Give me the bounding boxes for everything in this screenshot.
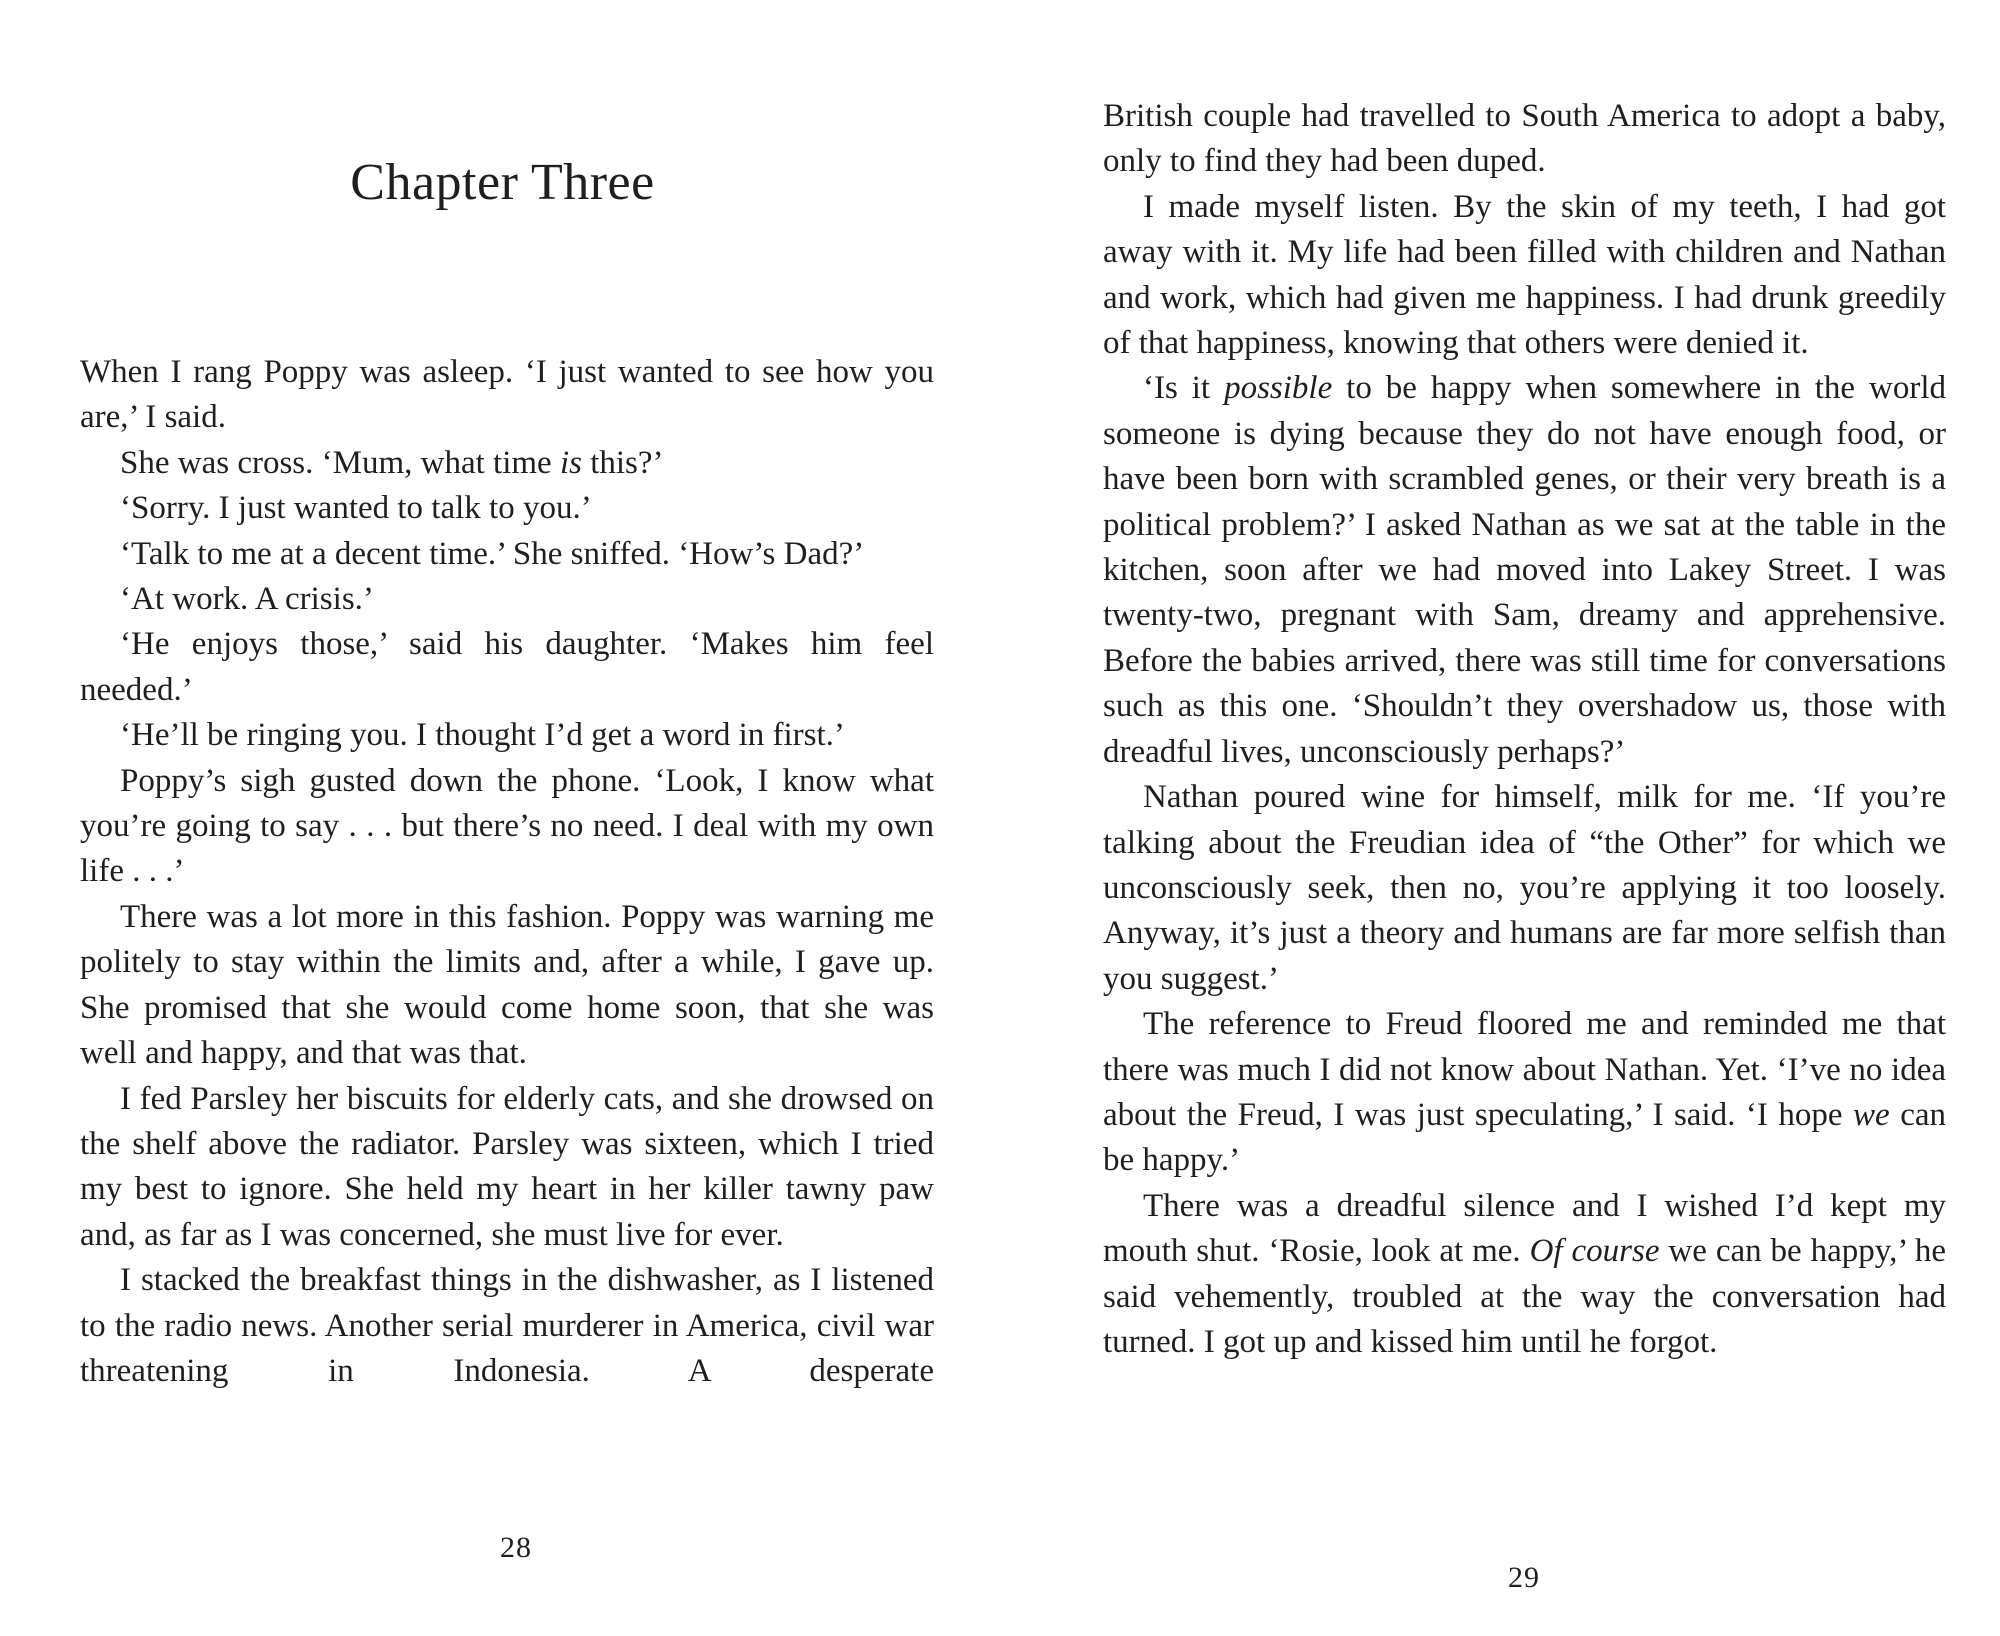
paragraph: British couple had travelled to South America to adopt a baby, only to find they had been duped. <box>1103 98 1946 180</box>
paragraph: The reference to Freud floored me and reminded me that there was much I did not know about Nathan. Yet. ‘I’ve no idea about the Freud, I was just speculating,’ I said. ‘I hope we can be happy.’ <box>1103 1006 1947 1179</box>
paragraph: ‘He’ll be ringing you. I thought I’d get a word in first.’ <box>120 717 845 754</box>
paragraph: She was cross. ‘Mum, what time is this?’ <box>120 444 664 481</box>
paragraph: ‘He enjoys those,’ said his daughter. ‘Makes him feel needed.’ <box>80 626 934 708</box>
paragraph: ‘Is it possible to be happy when somewhere in the world someone is dying because they do not have enough food, or have been born with scrambled genes, or their very breath is a political problem?’ I asked Nathan as we sat at the table in the kitchen, soon after we had moved into Lakey Street. I was twenty-two, pregnant with Sam, dreamy and apprehensive. Before the babies arrived, there was still time for conversations such as this one. ‘Shouldn’t they overshadow us, those with dreadful lives, unconsciously perhaps?’ <box>1103 370 1946 770</box>
left-page-body <box>80 350 934 1394</box>
paragraph: There was a lot more in this fashion. Poppy was warning me politely to stay within the limits and, after a while, I gave up. She promised that she would come home soon, that she was well and happy, and that was that. <box>80 898 934 1072</box>
emphasis: Of course <box>1529 1233 1660 1270</box>
page-number: 28 <box>500 1531 532 1564</box>
paragraph: I made myself listen. By the skin of my teeth, I had got away with it. My life had been filled with children and Nathan and work, which had given me happiness. I had drunk greedily of that happiness, knowing that others were denied it. <box>1103 188 1946 362</box>
paragraph: I fed Parsley her biscuits for elderly cats, and she drowsed on the shelf above the radiator. Parsley was sixteen, which I tried my best to ignore. She held my heart in her killer tawny paw and, as far as I was concerned, she must live for ever. <box>80 1080 934 1253</box>
right-page <box>1000 0 2000 1636</box>
paragraph: Nathan poured wine for himself, milk for me. ‘If you’re talking about the Freudian idea of “the Other” for which we unconsciously seek, then no, you’re applying it too loosely. Anyway, it’s just a theory and humans are far more selfish than you suggest.’ <box>1103 779 1946 997</box>
paragraph: I stacked the breakfast things in the dishwasher, as I listened to the radio news. Another serial murderer in America, civil war threatening in Indonesia. A desperate <box>80 1262 934 1389</box>
emphasis: we <box>1853 1096 1890 1133</box>
paragraph: Poppy’s sigh gusted down the phone. ‘Look, I know what you’re going to say . . . but there’s no need. I deal with my own life . . .’ <box>80 762 934 890</box>
paragraph: There was a dreadful silence and I wished I’d kept my mouth shut. ‘Rosie, look at me. Of course we can be happy,’ he said vehemently, troubled at the way the conversation had turned. I got up and kissed him until he forgot. <box>1103 1187 1946 1360</box>
right-page-body <box>1103 94 1946 1365</box>
paragraph: ‘Sorry. I just wanted to talk to you.’ <box>120 490 592 527</box>
emphasis: is <box>559 444 582 481</box>
paragraph: When I rang Poppy was asleep. ‘I just wanted to see how you are,’ I said. <box>80 354 934 436</box>
paragraph: ‘Talk to me at a decent time.’ She sniffed. ‘How’s Dad?’ <box>120 535 865 572</box>
chapter-title: Chapter Three <box>350 154 655 211</box>
page-number: 29 <box>1508 1561 1540 1594</box>
emphasis: possible <box>1224 370 1333 407</box>
paragraph: ‘At work. A crisis.’ <box>120 581 374 618</box>
